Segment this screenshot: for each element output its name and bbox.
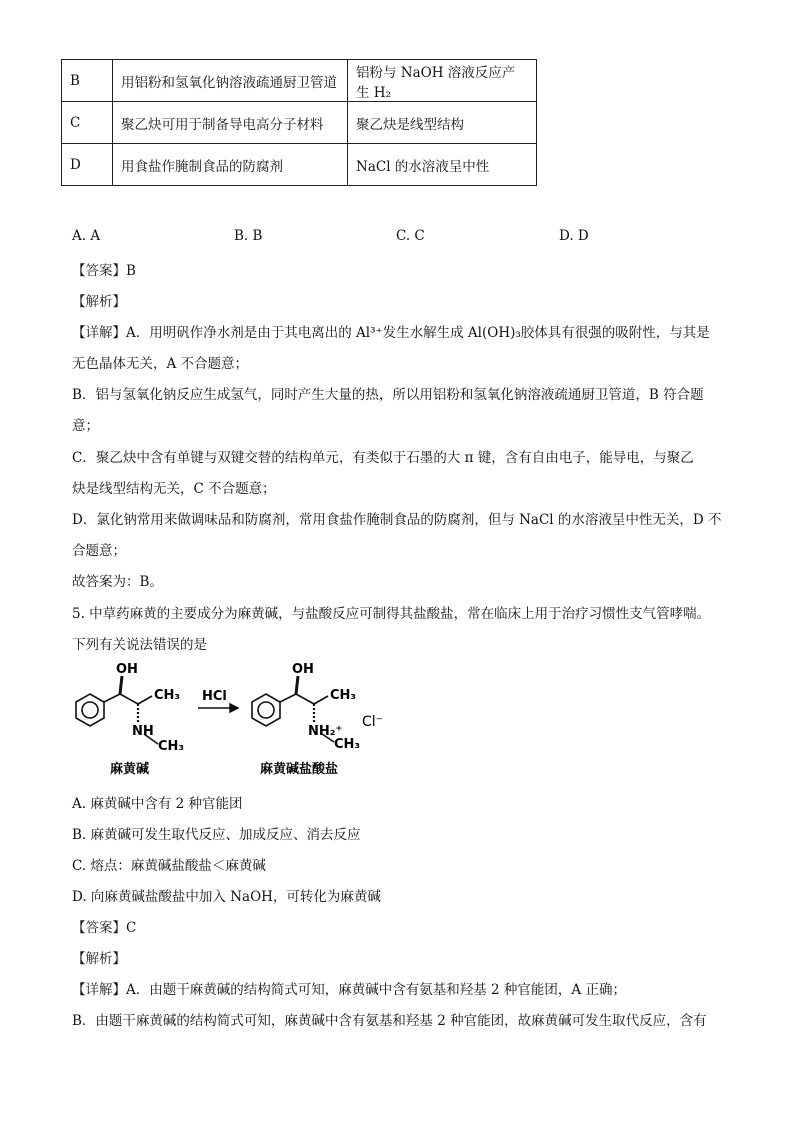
q5-answer: 【答案】C xyxy=(72,920,137,936)
chloride-label: Cl⁻ xyxy=(362,714,384,730)
benzene-ring xyxy=(76,694,104,726)
options-table xyxy=(61,59,537,186)
table-row xyxy=(62,102,537,144)
principle-cell: 铝粉与 NaOH 溶液反应产生 H₂ xyxy=(348,60,537,102)
practice-cell: 聚乙炔可用于制备导电高分子材料 xyxy=(113,102,348,144)
aromatic-circle xyxy=(258,702,274,718)
q5-option-b: B. 麻黄碱可发生取代反应、加成反应、消去反应 xyxy=(72,827,361,843)
principle-cell: NaCl 的水溶液呈中性 xyxy=(348,144,537,186)
n-ch3-label: CH₃ xyxy=(334,737,361,752)
oh-label: OH xyxy=(116,662,138,677)
table-row xyxy=(62,60,537,102)
n-ch3-label: CH₃ xyxy=(158,739,185,754)
q4-detail-line: 意； xyxy=(72,418,99,434)
q4-answer: 【答案】B xyxy=(72,263,136,279)
nh-label: NH xyxy=(132,724,154,739)
q5-stem-question: 下列有关说法错误的是 xyxy=(72,637,207,653)
q4-detail-line: C．聚乙炔中含有单键与双键交替的结构单元，有类似于石墨的大 π 键，含有自由电子，能导电，与聚乙 xyxy=(72,450,694,466)
option-cell: B xyxy=(62,60,113,102)
ephedrine-hcl-name: 麻黄碱盐酸盐 xyxy=(260,762,339,777)
q4-detail-line: 合题意； xyxy=(72,543,126,559)
q5-option-d: D. 向麻黄碱盐酸盐中加入 NaOH，可转化为麻黄碱 xyxy=(72,889,381,905)
choice-b: B. B xyxy=(234,228,263,244)
practice-cell: 用铝粉和氢氧化钠溶液疏通厨卫管道 xyxy=(113,60,348,102)
nh2-label: NH₂⁺ xyxy=(308,724,343,739)
q5-stem: 5. 中草药麻黄的主要成分为麻黄碱，与盐酸反应可制得其盐酸盐，常在临床上用于治疗习惯性支气管哮喘。 xyxy=(72,606,711,622)
ch3-label: CH₃ xyxy=(330,688,357,703)
q4-detail-line: 无色晶体无关，A 不合题意； xyxy=(72,356,249,372)
reaction-diagram xyxy=(62,656,402,781)
choice-d: D. D xyxy=(559,228,589,244)
q5-analysis-label: 【解析】 xyxy=(72,951,126,967)
principle-cell: 聚乙炔是线型结构 xyxy=(348,102,537,144)
q4-detail-line: B．铝与氢氧化钠反应生成氢气，同时产生大量的热，所以用铝粉和氢氧化钠溶液疏通厨卫管道，B 符合题 xyxy=(72,387,704,403)
reaction-svg xyxy=(62,656,402,781)
ephedrine-name: 麻黄碱 xyxy=(110,762,150,777)
q5-detail-line: B．由题干麻黄碱的结构简式可知，麻黄碱中含有氨基和羟基 2 种官能团，故麻黄碱可发生取代反应，含有 xyxy=(72,1013,707,1029)
hcl-label: HCl xyxy=(202,689,227,704)
q5-detail-line: 【详解】A．由题干麻黄碱的结构简式可知，麻黄碱中含有氨基和羟基 2 种官能团，A 正确； xyxy=(72,982,626,998)
aromatic-circle xyxy=(82,702,98,718)
q4-analysis-label: 【解析】 xyxy=(72,294,126,310)
q4-detail-line: 炔是线型结构无关，C 不合题意； xyxy=(72,481,276,497)
option-cell: D xyxy=(62,144,113,186)
q4-detail-line: D．氯化钠常用来做调味品和防腐剂，常用食盐作腌制食品的防腐剂，但与 NaCl 的水溶液呈中性无关，D 不 xyxy=(72,512,722,528)
q5-option-a: A. 麻黄碱中含有 2 种官能团 xyxy=(72,796,243,812)
oh-label: OH xyxy=(292,662,314,677)
benzene-ring xyxy=(252,694,280,726)
practice-cell: 用食盐作腌制食品的防腐剂 xyxy=(113,144,348,186)
reaction-arrow xyxy=(198,704,238,712)
q4-conclusion: 故答案为：B。 xyxy=(72,574,163,590)
q5-option-c: C. 熔点：麻黄碱盐酸盐＜麻黄碱 xyxy=(72,858,266,874)
ch3-label: CH₃ xyxy=(154,688,181,703)
option-cell: C xyxy=(62,102,113,144)
table-row xyxy=(62,144,537,186)
choice-c: C. C xyxy=(396,228,425,244)
choice-a: A. A xyxy=(72,228,101,244)
q4-detail-line: 【详解】A．用明矾作净水剂是由于其电离出的 Al³⁺发生水解生成 Al(OH)₃胶体具有很强的吸附性，与其是 xyxy=(72,325,710,341)
